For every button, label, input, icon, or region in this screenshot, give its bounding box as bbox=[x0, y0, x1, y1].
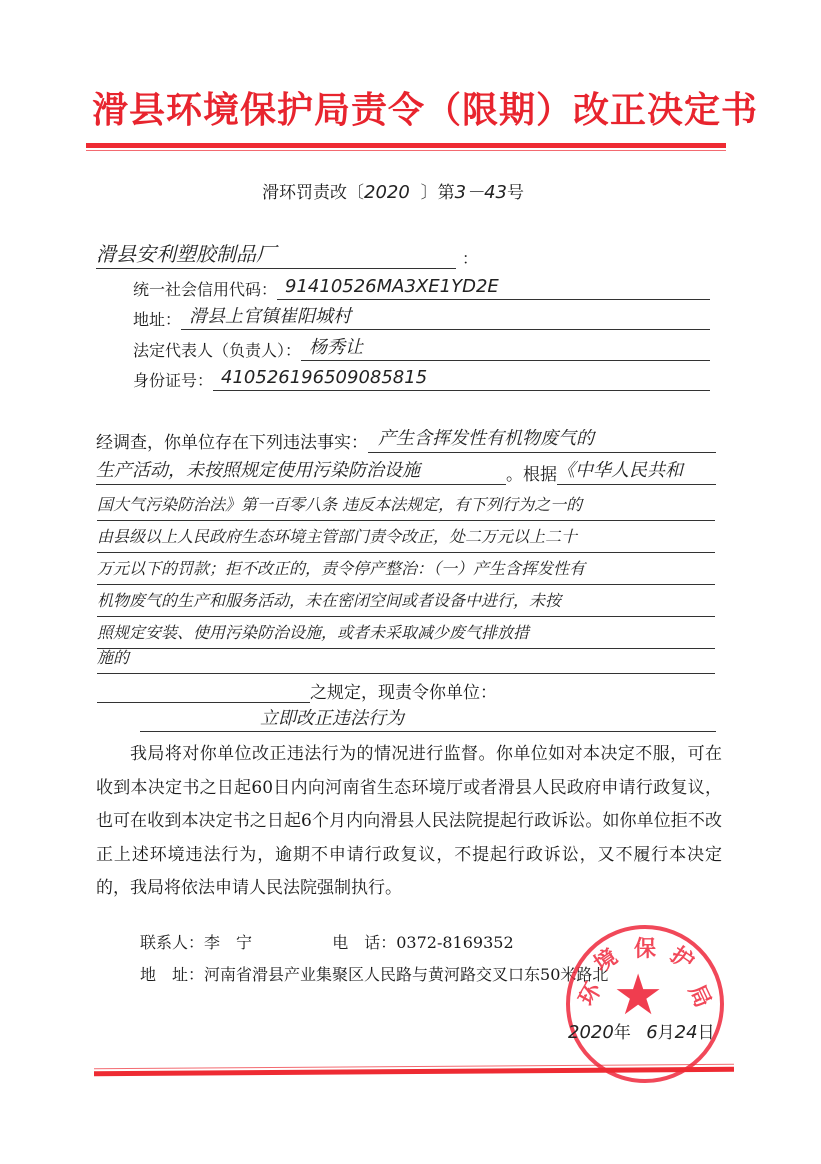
basis-line: 国大气污染防治法》第一百零八条 违反本法规定，有下列行为之一的 bbox=[97, 490, 715, 521]
seal-char: 局 bbox=[683, 980, 717, 1012]
address-label: 地址： bbox=[133, 310, 182, 329]
doc-number-year: 2020 bbox=[364, 182, 410, 203]
legal-rep-value: 杨秀让 bbox=[301, 336, 710, 361]
facts-intro-label: 经调查，你单位存在下列违法事实： bbox=[96, 433, 368, 453]
address-value: 滑县上官镇崔阳城村 bbox=[181, 305, 710, 330]
header-divider bbox=[86, 143, 726, 148]
seal-star-icon: ★ bbox=[613, 963, 664, 1028]
doc-number-suffix: 号 bbox=[506, 183, 524, 203]
basis-label: 。根据 bbox=[506, 465, 557, 485]
seal-char: 环 bbox=[573, 978, 608, 1011]
basis-value-1: 《中华人民共和 bbox=[557, 458, 716, 485]
basis-line: 照规定安装、使用污染防治设施，或者未采取减少废气排放措 bbox=[97, 618, 715, 649]
date-month: 6 bbox=[646, 1022, 658, 1043]
document-title: 滑县环境保护局责令（限期）改正决定书 bbox=[92, 89, 759, 131]
provision-suffix: 之规定，现责令你单位： bbox=[310, 683, 497, 703]
order-value: 立即改正违法行为 bbox=[140, 706, 716, 732]
contact-row bbox=[140, 930, 514, 953]
agency-address-label: 地 址： bbox=[140, 965, 205, 984]
seal-char: 护 bbox=[665, 941, 699, 976]
doc-number-value: 3－43 bbox=[454, 182, 507, 203]
facts-row-1 bbox=[96, 426, 716, 453]
notice-paragraph: 我局将对你单位改正违法行为的情况进行监督。你单位如对本决定不服，可在收到本决定书之日起60日内向河南省生态环境厅或者滑县人民政府申请行政复议，也可在收到本决定书之日起6个月内向滑县人民法院提起行政诉讼。如你单位拒不改正上述环境违法行为，逾期不申请行政复议，不提起行政诉讼，又不履行本决定的，我局将依法申请人民法院强制执行。 bbox=[96, 744, 722, 898]
recipient-colon: ： bbox=[462, 249, 479, 268]
id-number-label: 身份证号： bbox=[133, 371, 214, 390]
doc-number-middle: 〕第 bbox=[420, 183, 455, 203]
basis-line: 机物废气的生产和服务活动，未在密闭空间或者设备中进行，未按 bbox=[97, 586, 715, 617]
facts-value-2: 生产活动，未按照规定使用污染防治设施 bbox=[96, 458, 506, 485]
address-row bbox=[133, 305, 710, 330]
recipient-name-row bbox=[96, 240, 466, 269]
date-month-unit: 月 bbox=[657, 1023, 675, 1043]
date-day: 24 bbox=[674, 1022, 698, 1043]
id-number-value: 410526196509085815 bbox=[213, 366, 710, 391]
contact-person-label: 联系人： bbox=[140, 933, 205, 952]
facts-row-2 bbox=[96, 458, 716, 485]
provision-blank bbox=[97, 678, 310, 703]
facts-value-1: 产生含挥发性有机物废气的 bbox=[368, 426, 716, 453]
date-day-unit: 日 bbox=[697, 1023, 715, 1043]
header-divider-thin bbox=[86, 150, 726, 151]
date-year-unit: 年 bbox=[613, 1023, 631, 1043]
issue-date bbox=[568, 1018, 715, 1043]
date-year: 2020 bbox=[568, 1022, 614, 1043]
agency-address: 河南省滑县产业集聚区人民路与黄河路交叉口东50米路北 bbox=[204, 965, 609, 984]
phone-label: 电 话： bbox=[332, 933, 397, 952]
doc-number-prefix: 滑环罚责改〔 bbox=[262, 183, 364, 203]
basis-line: 由县级以上人民政府生态环境主管部门责令改正，处二万元以上二十 bbox=[97, 522, 715, 553]
contact-person: 李 宁 bbox=[204, 933, 253, 952]
legal-rep-row bbox=[133, 336, 710, 361]
seal-char: 保 bbox=[634, 936, 657, 962]
phone-value: 0372-8169352 bbox=[396, 933, 514, 952]
id-number-row bbox=[133, 366, 710, 391]
seal-char: 境 bbox=[589, 943, 623, 978]
credit-code-label: 统一社会信用代码： bbox=[133, 280, 278, 299]
basis-line: 施的 bbox=[97, 643, 715, 674]
basis-line: 万元以下的罚款；拒不改正的，责令停产整治：（一）产生含挥发性有 bbox=[97, 554, 715, 585]
agency-address-row bbox=[140, 962, 608, 985]
legal-rep-label: 法定代表人（负责人）： bbox=[133, 341, 302, 360]
credit-code-row bbox=[133, 275, 710, 300]
document-number bbox=[262, 178, 524, 204]
recipient-name: 滑县安利塑胶制品厂 bbox=[96, 240, 456, 269]
provision-row bbox=[97, 678, 497, 703]
credit-code-value: 91410526MA3XE1YD2E bbox=[277, 275, 710, 300]
